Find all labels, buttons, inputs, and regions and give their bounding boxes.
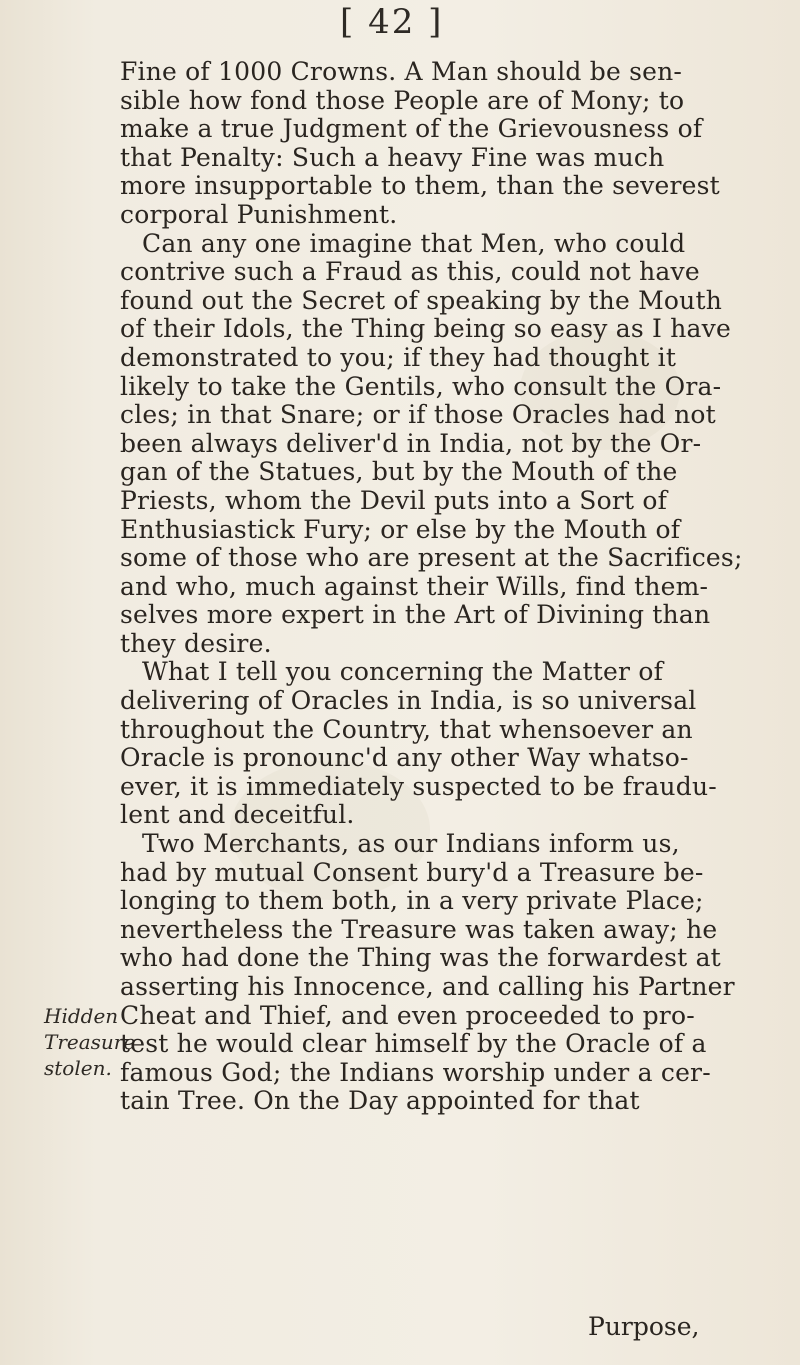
text-line: longing to them both, in a very private Place; [120,887,704,916]
text-line: Oracle is pronounc'd any other Way whatso- [120,744,689,773]
text-line: had by mutual Consent bury'd a Treasure be- [120,858,704,887]
body-text [120,58,760,1116]
text-line: Two Merchants, as our Indians inform us, [142,830,680,859]
text-line: more insupportable to them, than the severest [120,172,720,201]
text-line: gan of the Statues, but by the Mouth of the [120,458,678,487]
text-line: test he would clear himself by the Oracle of a [120,1030,707,1059]
text-line: sible how fond those People are of Mony; to [120,86,685,115]
text-line: tain Tree. On the Day appointed for that [120,1087,640,1116]
margin-note-line: Treasure [44,1030,136,1054]
text-line: they desire. [120,629,272,658]
text-line: who had done the Thing was the forwardest at [120,944,721,973]
text-line: of their Idols, the Thing being so easy as I have [120,315,731,344]
text-line: found out the Secret of speaking by the Mouth [120,286,722,315]
margin-note-line: stolen. [44,1056,112,1080]
text-line: make a true Judgment of the Grievousness of [120,115,703,144]
text-line: that Penalty: Such a heavy Fine was much [120,143,665,172]
text-line: some of those who are present at the Sacrifices; [120,544,743,573]
text-line: been always deliver'd in India, not by the Or- [120,429,702,458]
text-line: What I tell you concerning the Matter of [142,658,664,687]
text-line: and who, much against their Wills, find them- [120,572,709,601]
text-line: cles; in that Snare; or if those Oracles had not [120,401,716,430]
margin-note [44,1003,136,1081]
text-line: demonstrated to you; if they had thought it [120,343,677,372]
text-line: nevertheless the Treasure was taken away; he [120,915,718,944]
margin-note-line: Hidden [44,1004,119,1028]
text-line: Can any one imagine that Men, who could [142,229,686,258]
text-line: delivering of Oracles in India, is so universal [120,687,697,716]
text-line: throughout the Country, that whensoever an [120,715,693,744]
text-line: lent and deceitful. [120,801,355,830]
text-line: Fine of 1000 Crowns. A Man should be sen- [120,58,683,86]
text-line: corporal Punishment. [120,200,398,229]
text-line: asserting his Innocence, and calling his Partner [120,973,735,1001]
text-line: famous God; the Indians worship under a cer- [120,1058,711,1087]
catchword: Purpose, [588,1312,700,1341]
text-line: ever, it is immediately suspected to be fraudu- [120,772,717,801]
text-line: contrive such a Fraud as this, could not have [120,258,700,287]
text-line: Enthusiastick Fury; or else by the Mouth of [120,515,681,544]
text-line: Priests, whom the Devil puts into a Sort of [120,486,668,515]
text-line: likely to take the Gentils, who consult the Ora- [120,372,722,401]
text-line: selves more expert in the Art of Divining than [120,601,711,630]
page-number: [ 42 ] [340,2,444,42]
text-line: Cheat and Thief, and even proceeded to pro- [120,1001,695,1030]
